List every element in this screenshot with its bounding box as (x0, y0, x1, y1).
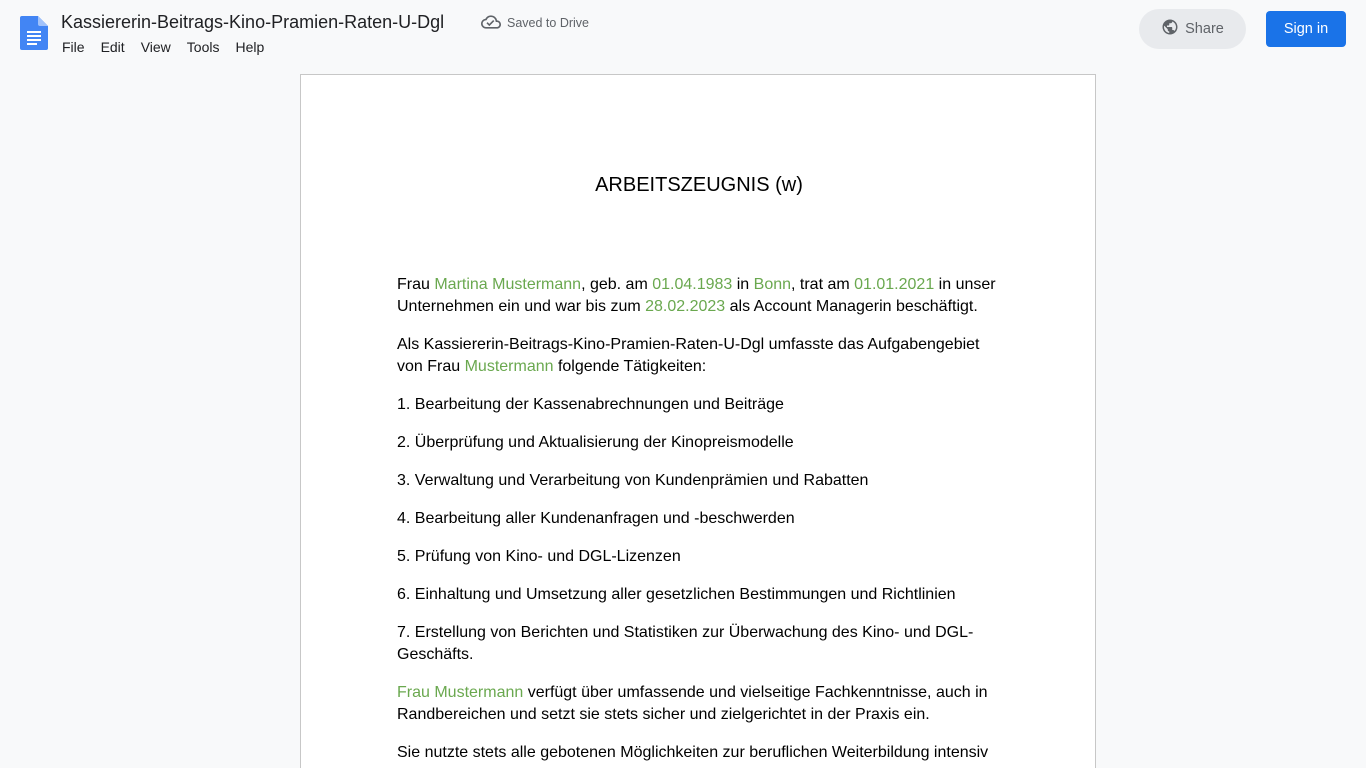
share-label: Share (1185, 21, 1224, 37)
menu-bar (54, 36, 272, 58)
employee-surname: Mustermann (464, 358, 554, 375)
task-item: 1. Bearbeitung der Kassenabrechnungen und Beiträge (397, 396, 784, 413)
task-item: 6. Einhaltung und Umsetzung aller gesetzlichen Bestimmungen und Richtlinien (397, 586, 956, 603)
task-item: 5. Prüfung von Kino- und DGL-Lizenzen (397, 548, 681, 565)
save-status[interactable] (481, 13, 589, 33)
task-item: 4. Bearbeitung aller Kundenanfragen und -beschwerden (397, 510, 795, 527)
share-button[interactable] (1139, 9, 1246, 49)
sign-in-button[interactable]: Sign in (1266, 11, 1346, 47)
cloud-done-icon (481, 12, 501, 35)
end-date: 28.02.2023 (645, 298, 726, 315)
scope-text: Als Kassiererin-Beitrags-Kino-Pramien-Raten-U-Dgl umfasste das Aufgabengebiet von Frau (397, 336, 980, 375)
menu-view[interactable]: View (140, 39, 171, 55)
intro-text: , trat am (791, 276, 855, 293)
scope-paragraph (397, 334, 1001, 378)
intro-text: als Account Managerin beschäftigt. (725, 298, 978, 315)
intro-text: in (732, 276, 754, 293)
task-item: 7. Erstellung von Berichten und Statistiken zur Überwachung des Kino- und DGL-Geschäfts. (397, 624, 974, 663)
top-bar (0, 0, 1366, 64)
training-paragraph: Sie nutzte stets alle gebotenen Möglichkeiten zur beruflichen Weiterbildung intensiv (397, 744, 989, 761)
birth-city: Bonn (753, 276, 792, 293)
skills-text: verfügt über umfassende und vielseitige Fachkenntnisse, auch in Randbereichen und setzt sie stets sicher und zielgerichtet in der Praxis ein. (397, 684, 988, 723)
menu-help[interactable]: Help (235, 39, 265, 55)
document-page[interactable] (300, 74, 1096, 768)
start-date: 01.01.2021 (854, 276, 935, 293)
task-item: 3. Verwaltung und Verarbeitung von Kundenprämien und Rabatten (397, 472, 869, 489)
task-item: 2. Überprüfung und Aktualisierung der Kinopreismodelle (397, 434, 794, 451)
skills-paragraph (397, 682, 1001, 726)
intro-paragraph (397, 274, 1001, 318)
menu-file[interactable]: File (62, 39, 85, 55)
intro-text: Frau (397, 276, 435, 293)
scope-text: folgende Tätigkeiten: (553, 358, 707, 375)
birth-date: 01.04.1983 (652, 276, 733, 293)
document-body (397, 274, 1001, 768)
save-status-label: Saved to Drive (507, 16, 589, 30)
docs-logo-icon[interactable] (20, 16, 48, 50)
globe-icon (1161, 18, 1179, 40)
document-title[interactable]: Kassiererin-Beitrags-Kino-Pramien-Raten-U-Dgl (61, 12, 445, 32)
menu-edit[interactable]: Edit (100, 39, 125, 55)
employee-name: Martina Mustermann (434, 276, 582, 293)
intro-text: in unser Unternehmen ein und war bis zum (397, 276, 996, 315)
document-heading: ARBEITSZEUGNIS (w) (595, 174, 803, 196)
intro-text: , geb. am (581, 276, 653, 293)
menu-tools[interactable]: Tools (186, 39, 220, 55)
employee-name: Frau Mustermann (397, 684, 524, 701)
